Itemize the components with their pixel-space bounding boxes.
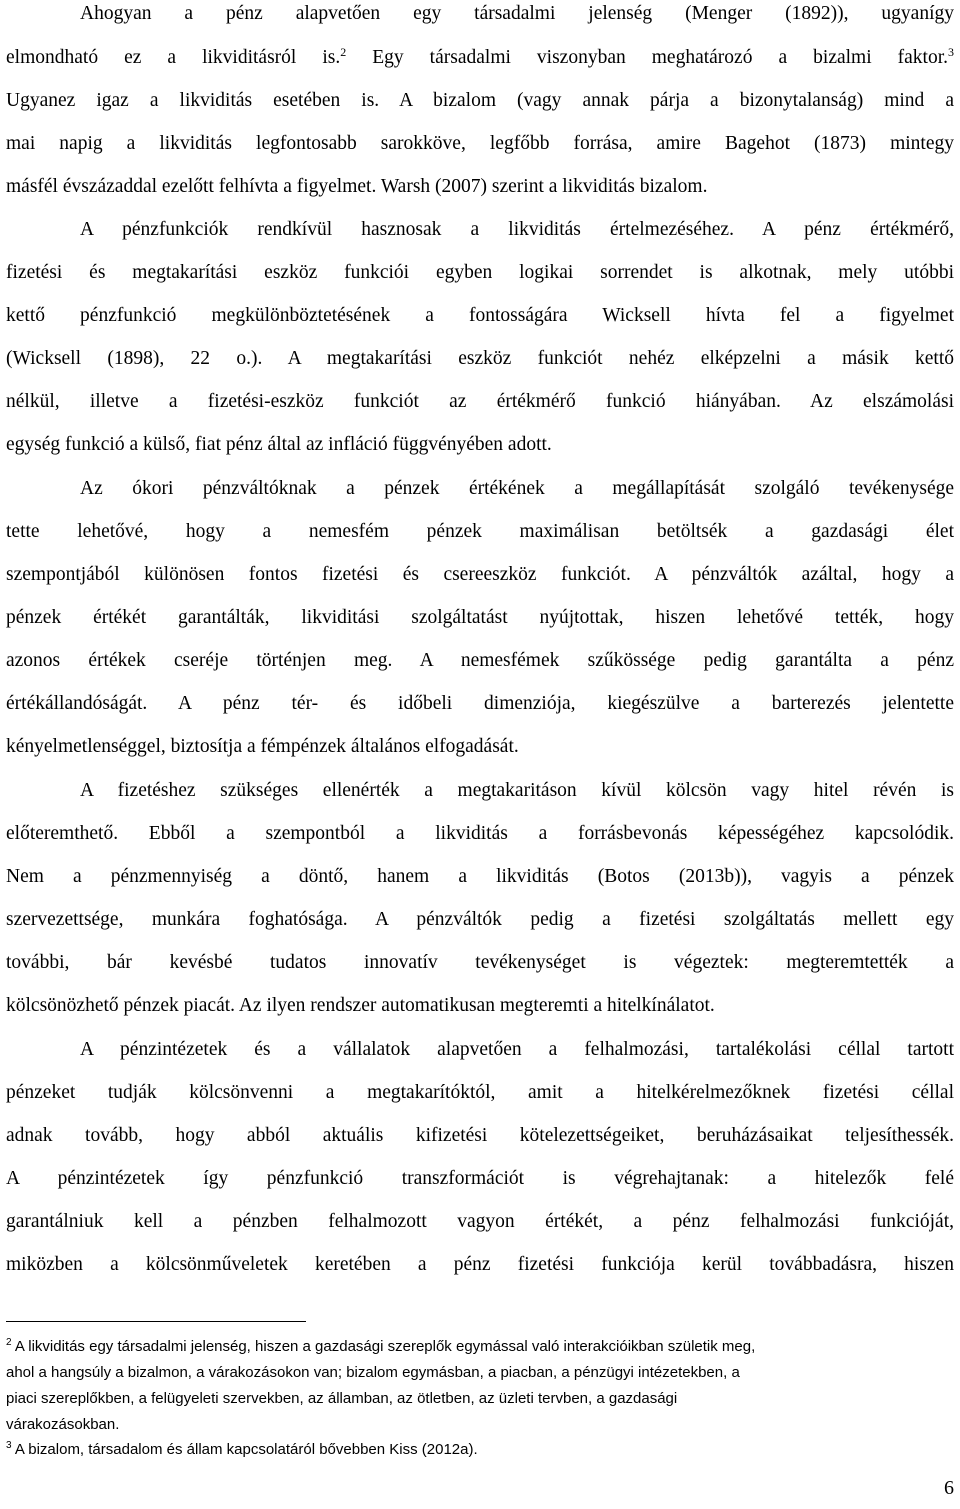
text-line: pénzek értékét garantálták, likviditási szolgáltatást nyújtottak, hiszen lehetővé tették, hogy: [6, 607, 954, 628]
footnote-number: 3: [6, 1440, 12, 1451]
text-line: fizetési és megtakarítási eszköz funkciói egyben logikai sorrendet is alkotnak, mely utóbbi: [6, 262, 954, 283]
footnote-line: várakozásokban.: [6, 1416, 120, 1433]
text-line: nélkül, illetve a fizetési-eszköz funkciót az értékmérő funkció hiányában. Az elszámolási: [6, 391, 954, 412]
text-line: kényelmetlenséggel, biztosítja a fémpénzek általános elfogadását.: [6, 736, 519, 757]
text-line: A fizetéshez szükséges ellenérték a megtakaritáson kívül kölcsön vagy hitel révén is: [80, 780, 954, 801]
footnote-line: ahol a hangsúly a bizalmon, a várakozásokon van; bizalom egymásban, a piacban, a pénzügyi intézetekben, a: [6, 1364, 740, 1381]
text-line: pénzeket tudják kölcsönvenni a megtakarítóktól, amit a hitelkérelmezőknek fizetési céllal: [6, 1082, 954, 1103]
text-line: A pénzintézetek így pénzfunkció transzformációt is végrehajtanak: a hitelezők felé: [6, 1168, 954, 1189]
text-line: adnak tovább, hogy abból aktuális kifizetési kötelezettségeiket, beruházásaikat teljesíthessék.: [6, 1125, 954, 1146]
footnote-separator: [6, 1321, 306, 1322]
text-line: azonos értékek cseréje történjen meg. A nemesfémek szűkössége pedig garantálta a pénz: [6, 650, 954, 671]
text-line: Az ókori pénzváltóknak a pénzek értékének a megállapítását szolgáló tevékenysége: [80, 478, 954, 499]
text-line: másfél évszázaddal ezelőtt felhívta a figyelmet. Warsh (2007) szerint a likviditás bizalom.: [6, 176, 708, 197]
text-line: értékállandóságát. A pénz tér- és időbeli dimenziója, kiegészülve a barterezés jelentette: [6, 693, 954, 714]
text-line: szempontjából különösen fontos fizetési és csereeszköz funkciót. A pénzváltók azáltal, hogy a: [6, 564, 954, 585]
text-line: Nem a pénzmennyiség a döntő, hanem a likviditás (Botos (2013b)), vagyis a pénzek: [6, 866, 954, 887]
footnote-line: $^2$ A likviditás egy társadalmi jelenség, hiszen a gazdasági szereplők egymással való interakcióikban születik meg,: [6, 1337, 756, 1355]
text-line: tette lehetővé, hogy a nemesfém pénzek maximálisan betöltsék a gazdasági élet: [6, 521, 954, 542]
text-line: Ahogyan a pénz alapvetően egy társadalmi jelenség (Menger (1892)), ugyanígy: [80, 3, 954, 24]
text-line: kölcsönözhető pénzek piacát. Az ilyen rendszer automatikusan megteremti a hitelkínálatot.: [6, 995, 715, 1016]
text-line: kettő pénzfunkció megkülönböztetésének a fontosságára Wicksell hívta fel a figyelmet: [6, 305, 954, 326]
text-line: garantálniuk kell a pénzben felhalmozott vagyon értékét, a pénz felhalmozási funkcióját,: [6, 1211, 954, 1232]
text-line: mai napig a likviditás legfontosabb sarokköve, legfőbb forrása, amire Bagehot (1873) mintegy: [6, 133, 954, 154]
text-line: Ugyanez igaz a likviditás esetében is. A bizalom (vagy annak párja a bizonytalanság) mind a: [6, 90, 954, 111]
text-line: A pénzfunkciók rendkívül hasznosak a likviditás értelmezéséhez. A pénz értékmérő,: [80, 219, 954, 240]
text-line: szervezettsége, munkára foghatósága. A pénzváltók pedig a fizetési szolgáltatás mellett egy: [6, 909, 954, 930]
footnote-line: piaci szereplőkben, a felügyeleti szervekben, az államban, az ötletben, az üzleti tervben, a gazdasági: [6, 1390, 678, 1407]
text-line: miközben a kölcsönműveletek keretében a pénz fizetési funkciója kerül továbbadásra, hiszen: [6, 1254, 954, 1275]
text-line: (Wicksell (1898), 22 o.). A megtakarítási eszköz funkciót nehéz elképzelni a másik kettő: [6, 348, 954, 369]
text-line: A pénzintézetek és a vállalatok alapvetően a felhalmozási, tartalékolási céllal tartott: [80, 1039, 954, 1060]
footnote-ref[interactable]: 2: [340, 45, 347, 59]
footnote-line: $^3$ A bizalom, társadalom és állam kapcsolatáról bővebben Kiss (2012a).: [6, 1440, 478, 1458]
text-line: további, bár kevésbé tudatos innovatív tevékenységet is végeztek: megteremtették a: [6, 952, 954, 973]
text-line: elmondható ez a likviditásról is.$^2$ Egy társadalmi viszonyban meghatározó a bizalmi faktor.$^3$: [6, 45, 955, 68]
text-line: egység funkció a külső, fiat pénz által az infláció függvényében adott.: [6, 434, 552, 455]
text-line: előteremthető. Ebből a szempontból a likviditás a forrásbevonás képességéhez kapcsolódik.: [6, 823, 954, 844]
footnote-number: 2: [6, 1337, 12, 1348]
footnote-ref[interactable]: 3: [948, 45, 955, 59]
page-number: 6: [944, 1477, 954, 1499]
